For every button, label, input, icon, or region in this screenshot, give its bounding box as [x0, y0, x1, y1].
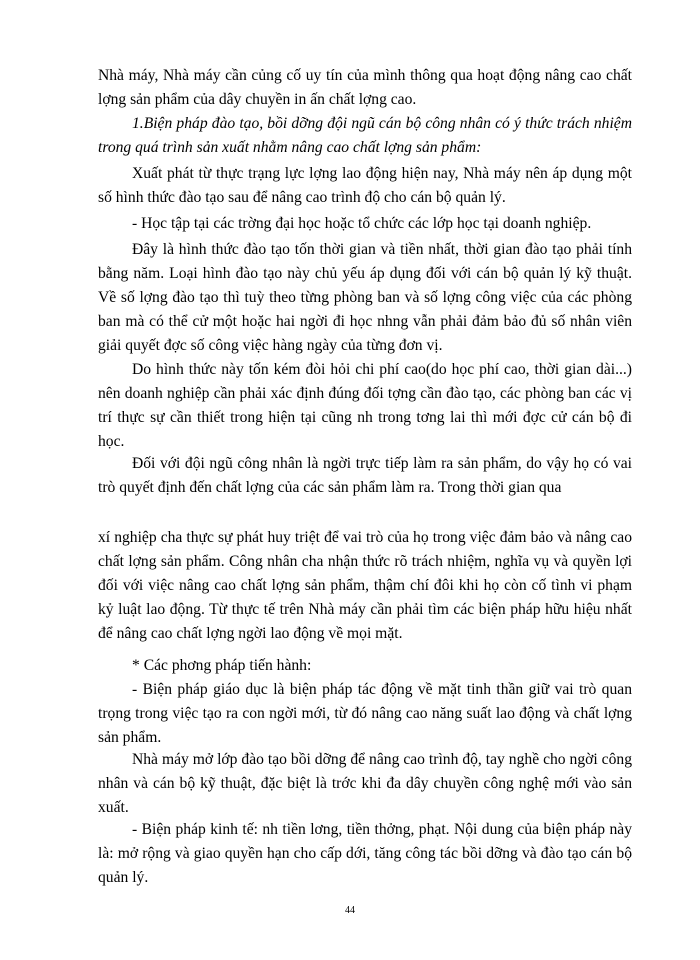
list-heading: * Các phơng pháp tiến hành: [132, 657, 312, 674]
bullet-item: - Học tập tại các trờng đại học hoặc tổ chức các lớp học tại doanh nghiệp. [132, 215, 592, 232]
section-heading: 1.Biện pháp đào tạo, bồi dỡng đội ngũ cán bộ công nhân có ý thức trách nhiệm trong quá trình sản xuất nhằm nâng cao chất lợng sản phẩm: [98, 115, 632, 156]
paragraph: Đây là hình thức đào tạo tốn thời gian và tiền nhất, thời gian đào tạo phải tính bằng năm. Loại hình đào tạo này chủ yếu áp dụng đối với cán bộ quản lý kỹ thuật. Về số lợng đào tạo thì tuỳ theo từng phòng ban và số lợng công việc của các phòng ban mà có thể cử một hoặc hai ngời đi học nhng vẫn phải đảm bảo đủ số nhân viên giải quyết đợc số công việc hàng ngày của từng đơn vị. [98, 241, 632, 354]
paragraph: Xuất phát từ thực trạng lực lợng lao động hiện nay, Nhà máy nên áp dụng một số hình thức đào tạo sau để nâng cao trình độ cho cán bộ quản lý. [98, 165, 632, 206]
bullet-item: - Biện pháp giáo dục là biện pháp tác động về mặt tinh thần giữ vai trò quan trọng trong việc tạo ra con ngời mới, từ đó nâng cao năng suất lao động và chất lợng sản phẩm. [98, 681, 632, 746]
paragraph: xí nghiệp cha thực sự phát huy triệt để vai trò của họ trong việc đảm bảo và nâng cao chất lợng sản phẩm. Công nhân cha nhận thức rõ trách nhiệm, nghĩa vụ và quyền lợi đối với việc nâng cao chất lợng sản phẩm, thậm chí đôi khi họ còn cố tình vi phạm kỷ luật lao động. Từ thực tế trên Nhà máy cần phải tìm các biện pháp hữu hiệu nhất để nâng cao chất lợng ngời lao động về mọi mặt. [98, 529, 632, 642]
paragraph: Đối với đội ngũ công nhân là ngời trực tiếp làm ra sản phẩm, do vậy họ có vai trò quyết định đến chất lợng của các sản phẩm làm ra. Trong thời gian qua [98, 455, 632, 496]
bullet-item: - Biện pháp kinh tế: nh tiền lơng, tiền thởng, phạt. Nội dung của biện pháp này là: mở rộng và giao quyền hạn cho cấp dới, tăng công tác bồi dỡng và đào tạo cán bộ quản lý. [98, 821, 632, 886]
paragraph: Nhà máy mở lớp đào tạo bồi dỡng để nâng cao trình độ, tay nghề cho ngời công nhân và cán bộ kỹ thuật, đặc biệt là trớc khi đa dây chuyền công nghệ mới vào sản xuất. [98, 751, 632, 816]
paragraph: Do hình thức này tốn kém đòi hỏi chi phí cao(do học phí cao, thời gian dài...) nên doanh nghiệp cần phải xác định đúng đối tợng cần đào tạo, các phòng ban các vị trí thực sự cần thiết trong hiện tại cũng nh trong tơng lai thì mới đợc cử cán bộ đi học. [98, 361, 632, 450]
paragraph-intro: Nhà máy, Nhà máy cần củng cố uy tín của mình thông qua hoạt động nâng cao chất lợng sản phẩm của dây chuyền in ấn chất lợng cao. [98, 67, 632, 108]
page-number: 44 [345, 905, 355, 916]
